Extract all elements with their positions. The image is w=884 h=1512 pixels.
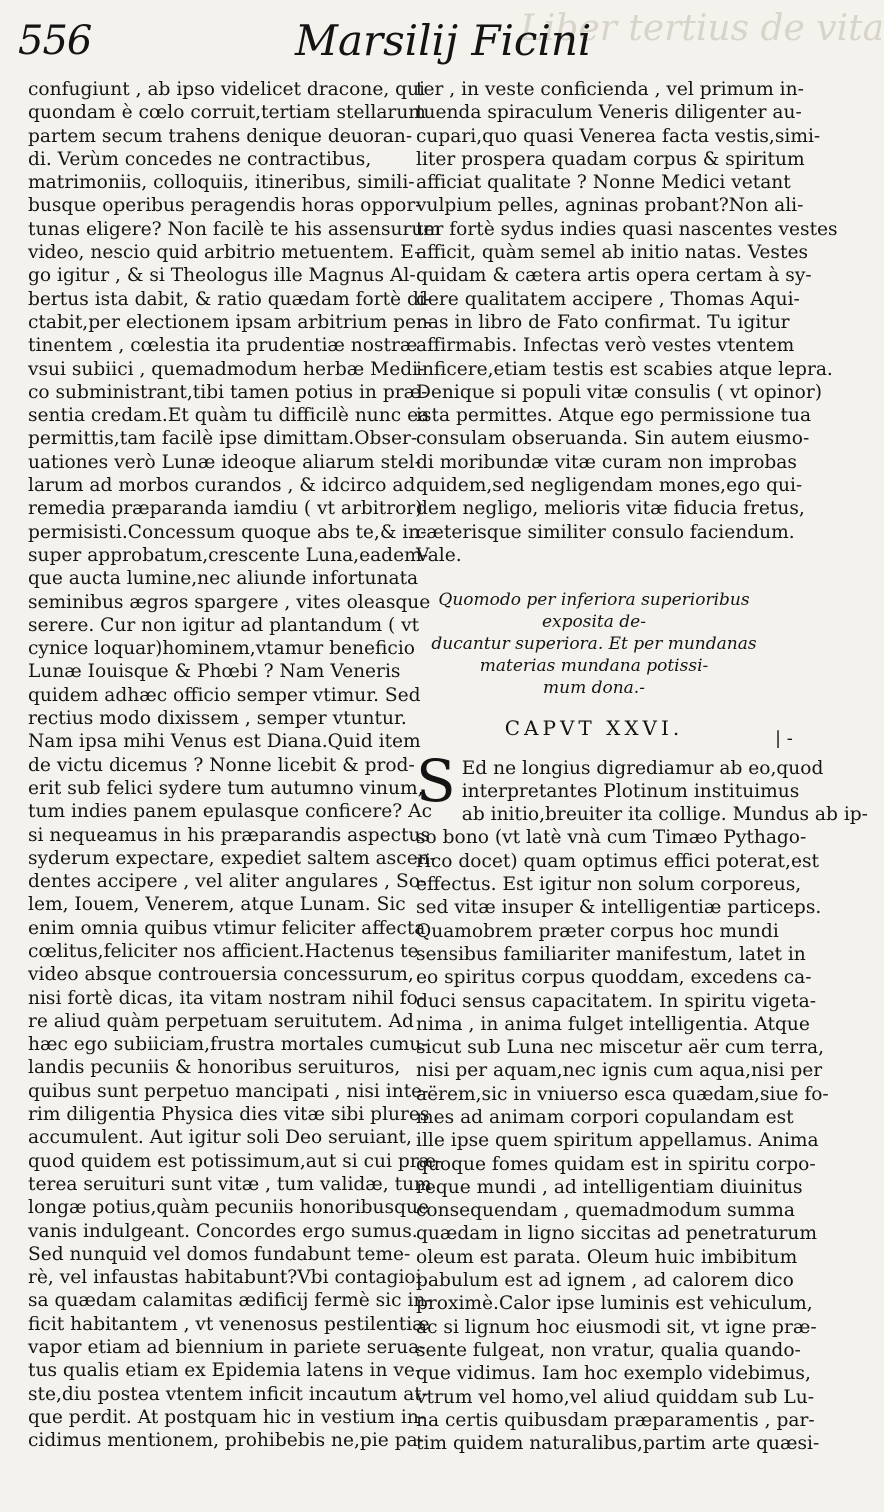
gutter-mark: | - [775,728,793,749]
text-line: remedia præparanda iamdiu ( vt arbitror) [28,498,423,520]
text-line: vtrum vel homo,vel aliud quiddam sub Lu- [416,1386,814,1408]
text-line: quoque fomes quidam est in spiritu corpo- [416,1153,816,1175]
text-line: oleum est parata. Oleum huic imbibitum [416,1246,798,1268]
text-line: accumulent. Aut igitur soli Deo seruiant, [28,1127,412,1149]
text-line: matrimoniis, colloquiis, itineribus, simili- [28,172,415,194]
text-line: tunas eligere? Non facilè te his assensurum [28,218,441,240]
text-line: co subministrant,tibi tamen potius in præ- [28,381,428,403]
text-line: tus qualis etiam ex Epidemia latens in ve- [28,1360,422,1382]
text-line: ista permittes. Atque ego permissione tua [416,405,812,427]
text-line: consulam obseruanda. Sin autem eiusmo- [416,428,810,450]
text-line: syderum expectare, expediet saltem ascen- [28,847,436,869]
text-line: sentia credam.Et quàm tu difficilè nunc ea [28,405,430,427]
text-line: interpretantes Plotinum instituimus [461,780,800,802]
text-line: quibus sunt perpetuo mancipati , nisi inte- [28,1080,429,1102]
text-line: quidem,sed negligendam mones,ego qui- [416,475,803,497]
text-line: permisisti.Concessum quoque abs te,& in- [28,521,427,543]
text-line: partem secum trahens denique deuoran- [28,125,413,147]
text-line: rectius modo dixissem , semper vtuntur. [28,708,407,730]
text-line: rico docet) quam optimus effici poterat,est [416,850,819,872]
text-line: nisi per aquam,nec ignis cum aqua,nisi per [416,1060,823,1082]
text-line: hæc ego subiiciam,frustra mortales cumu- [28,1034,428,1056]
text-line: si nequeamus in his præparandis aspectus [28,824,431,846]
text-line: tum indies panem epulasque conficere? Ac [28,801,432,823]
text-line: ille ipse quem spiritum appellamus. Anima [416,1130,819,1152]
text-line: Lunæ Iouisque & Phœbi ? Nam Veneris [28,661,401,683]
text-line: sente fulgeat, non vratur, qualia quando- [416,1339,801,1361]
text-line: ac si lignum hoc eiusmodi sit, vt igne præ- [416,1316,817,1338]
text-line: inficere,etiam testis est scabies atque lepra. [416,358,833,380]
text-line: sed vitæ insuper & intelligentiæ particeps. [416,897,822,919]
text-line: Nam ipsa mihi Venus est Diana.Quid item [28,731,421,753]
chapter-number: CAPVT XXVI. [504,716,684,741]
text-line: dentes accipere , vel aliter angulares , So- [28,871,427,893]
text-line: effectus. Est igitur non solum corporeus, [416,874,802,896]
text-line: terea seruituri sunt vitæ , tum validæ, tum [28,1173,432,1195]
text-line: pabulum est ad ignem , ad calorem dico [416,1270,794,1292]
text-line: landis pecuniis & honoribus seruituros, [28,1057,401,1079]
page-number: 556 [18,18,92,64]
running-head: Marsilij Ficini [295,16,592,65]
text-line: reque mundi , ad intelligentiam diuinitus [416,1176,803,1198]
text-line: longæ potius,quàm pecuniis honoribusque [28,1197,429,1219]
text-line: go igitur , & si Theologus ille Magnus Al- [28,265,416,287]
text-line: nisi fortè dicas, ita vitam nostram nihil fo- [28,987,425,1009]
text-line: quondam è cœlo corruit,tertiam stellarum [28,102,426,124]
text-line: cynice loquar)hominem,vtamur beneficio [28,638,415,660]
text-line: que perdit. At postquam hic in vestium in- [28,1406,426,1428]
letter-ending [416,78,838,567]
text-line: Sed nunquid vel domos fundabunt teme- [28,1243,411,1265]
text-line: quidem adhæc officio semper vtimur. Sed [28,684,421,706]
text-line: serere. Cur non igitur ad plantandum ( vt [28,614,420,636]
text-line: video absque controuersia concessurum, [28,964,414,986]
text-line: que vidimus. Iam hoc exemplo videbimus, [416,1363,811,1385]
text-line: sensibus familiariter manifestum, latet in [416,943,806,965]
text-line: Vale. [416,544,462,566]
bleed-through-text: Liber tertius de vita [520,8,884,49]
text-line: bertus ista dabit, & ratio quædam fortè di- [28,288,432,310]
text-line: quod quidem est potissimum,aut si cui præ- [28,1150,443,1172]
text-line: larum ad morbos curandos , & idcirco ad [28,475,416,497]
text-line: enim omnia quibus vtimur feliciter affecta [28,917,426,939]
text-line: cæterisque similiter consulo faciendum. [416,521,795,543]
chapter-heading: Quomodo per inferiora superioribus exposita de- ducantur superiora. Et per mundanas materias mundana potissi- mum dona.- [431,590,757,699]
text-line: lem, Iouem, Venerem, atque Lunam. Sic [28,894,406,916]
text-line: seminibus ægros spargere , vites oleasque [28,591,431,613]
text-line: Ed ne longius digrediamur ab eo,quod [461,757,824,779]
text-line: rim diligentia Physica dies vitæ sibi plures [28,1104,430,1126]
text-line: aërem,sic in vniuerso esca quædam,siue fo- [416,1083,829,1105]
text-line: nima , in anima fulget intelligentia. Atque [416,1013,810,1035]
text-line: vsui subiici , quemadmodum herbæ Medi- [28,358,425,380]
text-line: tim quidem naturalibus,partim arte quæsi- [416,1433,820,1455]
text-line: que aucta lumine,nec aliunde infortunata [28,568,419,590]
text-line: cœlitus,feliciter nos afficient.Hactenus te [28,940,419,962]
text-line: ctabit,per electionem ipsam arbitrium per- [28,311,432,333]
text-line: confugiunt , ab ipso videlicet dracone, qui [28,79,425,100]
text-line: super approbatum,crescente Luna,eadem- [28,544,429,566]
text-line: ter , in veste conficienda , vel primum in- [416,79,804,100]
right-column [416,78,868,1508]
text-line: video, nescio quid arbitrio metuentem. E- [28,242,421,264]
text-line: rè, vel infaustas habitabunt?Vbi contagioi [28,1267,422,1289]
text-line: vulpium pelles, agninas probant?Non ali- [416,195,804,217]
text-line: na certis quibusdam præparamentis , par- [416,1409,815,1431]
text-line: proximè.Calor ipse luminis est vehiculum, [416,1293,813,1315]
drop-cap: S [416,746,456,815]
text-line: vanis indulgeant. Concordes ergo sumus. [28,1220,418,1242]
text-line: Quamobrem præter corpus hoc mundi [416,920,779,942]
text-line: afficiat qualitate ? Nonne Medici vetant [416,172,791,194]
text-line: afficit, quàm semel ab initio natas. Vestes [416,242,808,264]
text-line: ter fortè sydus indies quasi nascentes vestes [416,218,838,240]
text-line: eo spiritus corpus quoddam, excedens ca- [416,967,812,989]
text-line: Denique si populi vitæ consulis ( vt opinor) [416,381,822,403]
text-line: sa quædam calamitas ædificij fermè sic in- [28,1290,432,1312]
text-line: dem negligo, melioris vitæ fiducia fretus, [416,498,805,520]
text-line: ste,diu postea vtentem inficit incautum at- [28,1383,429,1405]
text-line: consequendam , quemadmodum summa [416,1200,795,1222]
text-line: uationes verò Lunæ ideoque aliarum stel- [28,451,421,473]
text-line: permittis,tam facilè ipse dimittam.Obser- [28,428,418,450]
text-line: so bono (vt latè vnà cum Timæo Pythago- [416,827,807,849]
text-line: ficit habitantem , vt venenosus pestilentiæ [28,1313,430,1335]
text-line: tuenda spiraculum Veneris diligenter au- [416,102,802,124]
chapter-body [416,746,868,1456]
text-line: tinentem , cœlestia ita prudentiæ nostræ [28,335,418,357]
text-line: sicut sub Luna nec miscetur aër cum terra, [416,1037,825,1059]
text-line: mes ad animam corpori copulandam est [416,1106,794,1128]
text-line: busque operibus peragendis horas oppor- [28,195,422,217]
text-line: nas in libro de Fato confirmat. Tu igitur [416,311,790,333]
text-line: erit sub felici sydere tum autumno vinum, [28,777,424,799]
text-line: de victu dicemus ? Nonne licebit & prod- [28,754,415,776]
text-line: vapor etiam ad biennium in pariete serua- [28,1337,426,1359]
text-line: quædam in ligno siccitas ad penetraturum [416,1223,818,1245]
text-line: dere qualitatem accipere , Thomas Aqui- [416,288,800,310]
text-line: duci sensus capacitatem. In spiritu vigeta- [416,990,816,1012]
text-line: cupari,quo quasi Venerea facta vestis,simi- [416,125,821,147]
text-line: liter prospera quadam corpus & spiritum [416,148,805,170]
text-line: cidimus mentionem, prohibebis ne,pie pa- [28,1430,424,1452]
text-line: re aliud quàm perpetuam seruitutem. Ad [28,1010,414,1032]
text-line: ab initio,breuiter ita collige. Mundus ab ip- [461,804,868,826]
text-line: di. Verùm concedes ne contractibus, [28,148,372,170]
text-line: quidam & cætera artis opera certam à sy- [416,265,812,287]
text-line: affirmabis. Infectas verò vestes vtentem [416,335,795,357]
text-line: di moribundæ vitæ curam non improbas [416,451,797,473]
